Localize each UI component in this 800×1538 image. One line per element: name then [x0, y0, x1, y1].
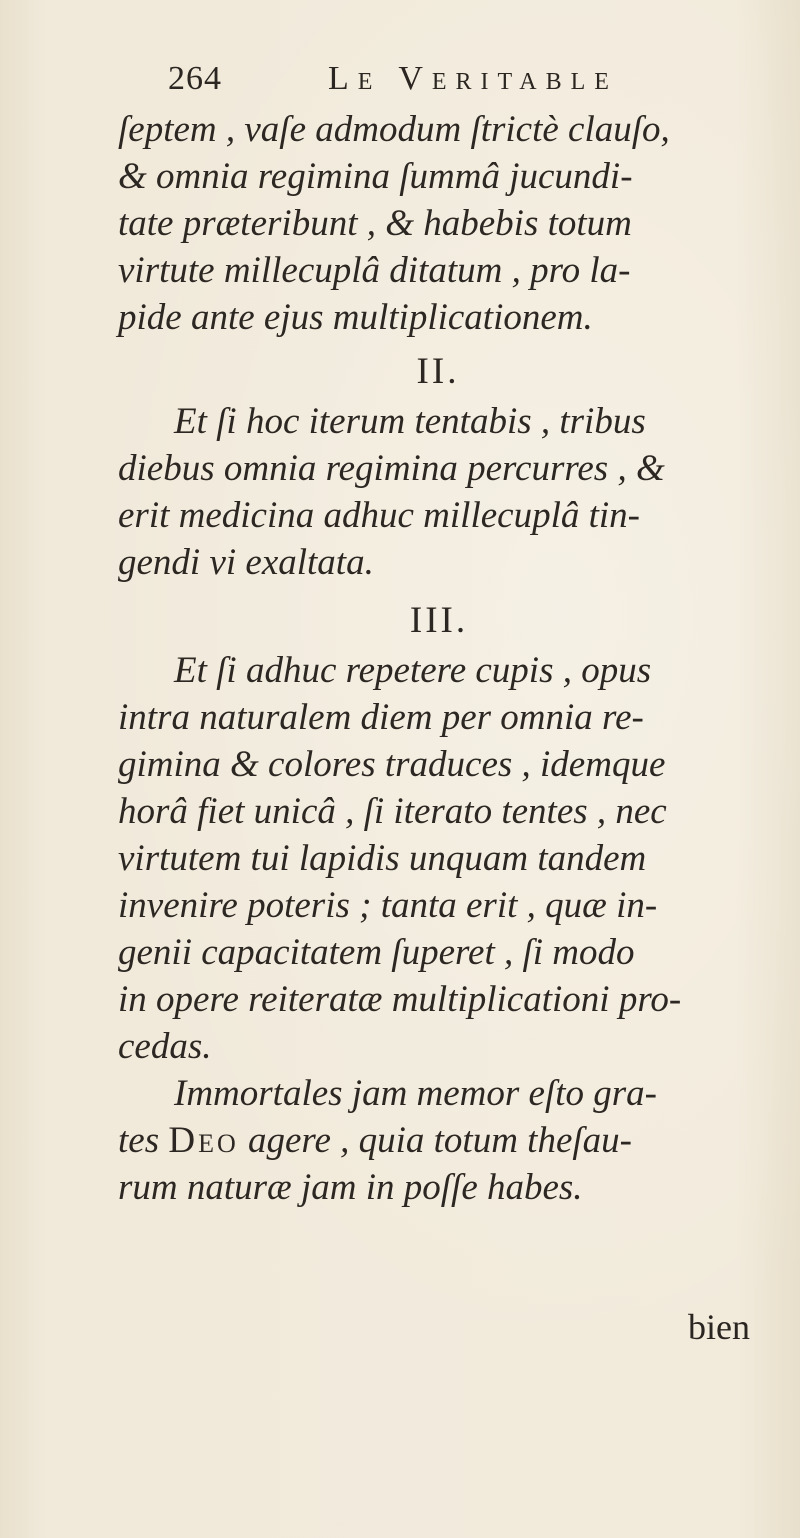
text-line: Immortales jam memor eſto gra-	[174, 1073, 658, 1114]
text-line: diebus omnia regimina percurres , &	[118, 448, 665, 489]
text-line: rum naturæ jam in poſſe habes.	[118, 1167, 583, 1208]
text-line: Et ſi hoc iterum tentabis , tribus	[174, 401, 646, 442]
text-line: gimina & colores traduces , idemque	[118, 744, 666, 785]
text-line: gendi vi exaltata.	[118, 542, 374, 583]
text-line: genii capacitatem ſuperet , ſi modo	[118, 932, 635, 973]
deo-word: Deo	[168, 1120, 239, 1161]
text-line: virtutem tui lapidis unquam tandem	[118, 838, 647, 879]
text-line-deo	[118, 1117, 778, 1164]
text-fragment: tes	[118, 1120, 169, 1161]
text-line: invenire poteris ; tanta erit , quæ in-	[118, 885, 658, 926]
page-number: 264	[168, 60, 222, 97]
text-line: ſeptem , vaſe admodum ſtrictè clauſo,	[118, 109, 670, 150]
text-fragment: agere , quia totum theſau-	[238, 1120, 632, 1161]
text-block	[118, 106, 778, 1211]
catchword: bien	[688, 1307, 750, 1347]
text-line: tate præteribunt , & habebis totum	[118, 203, 632, 244]
running-head: Le Veritable	[328, 60, 618, 97]
text-line: horâ fiet unicâ , ſi iterato tentes , nec	[118, 791, 667, 832]
text-line: & omnia regimina ſummâ jucundi-	[118, 156, 633, 197]
text-line: erit medicina adhuc millecuplâ tin-	[118, 495, 640, 536]
text-line: virtute millecuplâ ditatum , pro la-	[118, 250, 631, 291]
text-line: in opere reiteratæ multiplicationi pro-	[118, 979, 682, 1020]
text-line: intra naturalem diem per omnia re-	[118, 697, 644, 738]
page-header	[168, 60, 728, 110]
text-line: Et ſi adhuc repetere cupis , opus	[174, 650, 652, 691]
text-line: cedas.	[118, 1026, 212, 1067]
section-numeral-2: II.	[416, 351, 460, 392]
text-line: pide ante ejus multiplicationem.	[118, 297, 593, 338]
section-numeral-3: III.	[409, 600, 469, 641]
